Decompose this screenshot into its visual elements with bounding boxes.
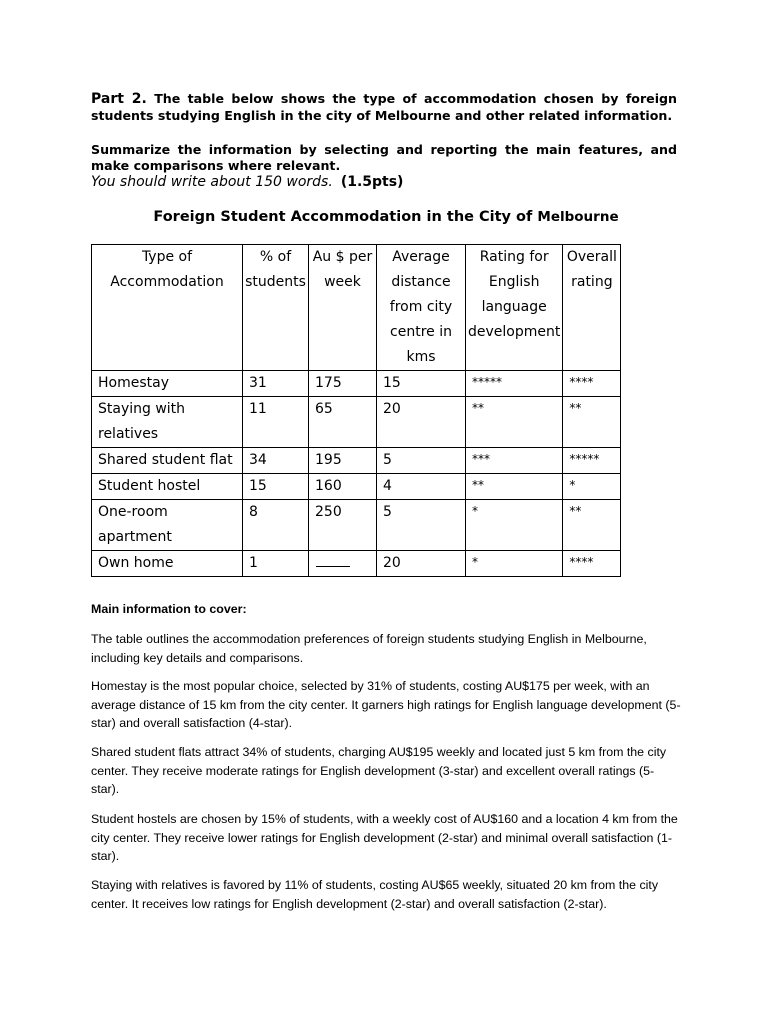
- header-cost: Au $ per week: [309, 245, 377, 371]
- cell-distance: 20: [377, 397, 466, 448]
- paragraph-homestay: Homestay is the most popular choice, selected by 31% of students, costing AU$175 per week, with an average distance of 15 km from the city center. It garners high ratings for English language development (5-star) and overall satisfaction (4-star).: [91, 679, 681, 731]
- paragraph-relatives: Staying with relatives is favored by 11% of students, costing AU$65 weekly, situated 20 km from the city center. It receives low ratings for English development (2-star) and overall satisfaction (2-star).: [91, 878, 659, 911]
- cell-cost: [309, 551, 377, 577]
- cell-percent: 1: [243, 551, 309, 577]
- table-row: [92, 397, 621, 448]
- cell-percent: 31: [243, 371, 309, 397]
- word-count-instruction: [91, 173, 403, 191]
- word-count-text: You should write about 150 words.: [91, 174, 333, 190]
- cell-type: Student hostel: [92, 474, 243, 500]
- table-row: [92, 500, 621, 551]
- cell-percent: 11: [243, 397, 309, 448]
- cell-overall-rating: *: [563, 474, 621, 500]
- task-prompt: [91, 91, 677, 124]
- cell-english-rating: *: [466, 500, 563, 551]
- cell-english-rating: *****: [466, 371, 563, 397]
- table-header-row: [92, 245, 621, 371]
- paragraph-hostel: Student hostels are chosen by 15% of students, with a weekly cost of AU$160 and a location 4 km from the city center. They receive lower ratings for English development (2-star) and minimal overall satisfaction (1-star).: [91, 812, 678, 864]
- accommodation-table: [91, 244, 621, 577]
- header-overall-rating: Overall rating: [563, 245, 621, 371]
- blank-answer-line: [316, 552, 350, 567]
- cell-cost: 195: [309, 448, 377, 474]
- cell-percent: 15: [243, 474, 309, 500]
- cell-distance: 5: [377, 448, 466, 474]
- cell-english-rating: *: [466, 551, 563, 577]
- cell-overall-rating: ****: [563, 371, 621, 397]
- cell-type: Homestay: [92, 371, 243, 397]
- cell-english-rating: **: [466, 397, 563, 448]
- table-row: [92, 551, 621, 577]
- paragraph-intro: The table outlines the accommodation preferences of foreign students studying English in Melbourne, including key details and comparisons.: [91, 632, 647, 665]
- cell-cost: 250: [309, 500, 377, 551]
- points-label: (1.5pts): [340, 174, 404, 190]
- cell-type: Own home: [92, 551, 243, 577]
- cell-percent: 34: [243, 448, 309, 474]
- header-percent: % of students: [243, 245, 309, 371]
- cell-cost: 65: [309, 397, 377, 448]
- table-row: [92, 474, 621, 500]
- header-type: Type of Accommodation: [92, 245, 243, 371]
- cell-cost: 160: [309, 474, 377, 500]
- cell-percent: 8: [243, 500, 309, 551]
- cell-english-rating: ***: [466, 448, 563, 474]
- cell-type: Staying with relatives: [92, 397, 243, 448]
- cell-distance: 4: [377, 474, 466, 500]
- cell-cost: 175: [309, 371, 377, 397]
- cell-type: One-room apartment: [92, 500, 243, 551]
- task-description: The table below shows the type of accommodation chosen by foreign students studying English in the city of Melbourne and other related information.: [91, 91, 677, 123]
- table-title: [91, 207, 681, 227]
- cell-distance: 15: [377, 371, 466, 397]
- table-row: [92, 448, 621, 474]
- paragraph-shared-flat: Shared student flats attract 34% of students, charging AU$195 weekly and located just 5 km from the city center. They receive moderate ratings for English development (3-star) and excellent overall ratings (5-star).: [91, 745, 667, 797]
- cell-english-rating: **: [466, 474, 563, 500]
- table-title-city: Melbourne: [537, 209, 619, 225]
- cell-type: Shared student flat: [92, 448, 243, 474]
- cell-distance: 20: [377, 551, 466, 577]
- table-title-main: Foreign Student Accommodation in the City of: [153, 209, 533, 225]
- cell-overall-rating: **: [563, 397, 621, 448]
- main-info-heading: Main information to cover:: [91, 602, 247, 616]
- cell-overall-rating: **: [563, 500, 621, 551]
- header-english-rating: Rating for English language development: [466, 245, 563, 371]
- header-distance: Average distance from city centre in kms: [377, 245, 466, 371]
- cell-overall-rating: *****: [563, 448, 621, 474]
- part-label: Part 2.: [91, 91, 147, 107]
- cell-distance: 5: [377, 500, 466, 551]
- cell-overall-rating: ****: [563, 551, 621, 577]
- table-row: [92, 371, 621, 397]
- summarize-instruction: Summarize the information by selecting and reporting the main features, and make comparisons where relevant.: [91, 142, 677, 173]
